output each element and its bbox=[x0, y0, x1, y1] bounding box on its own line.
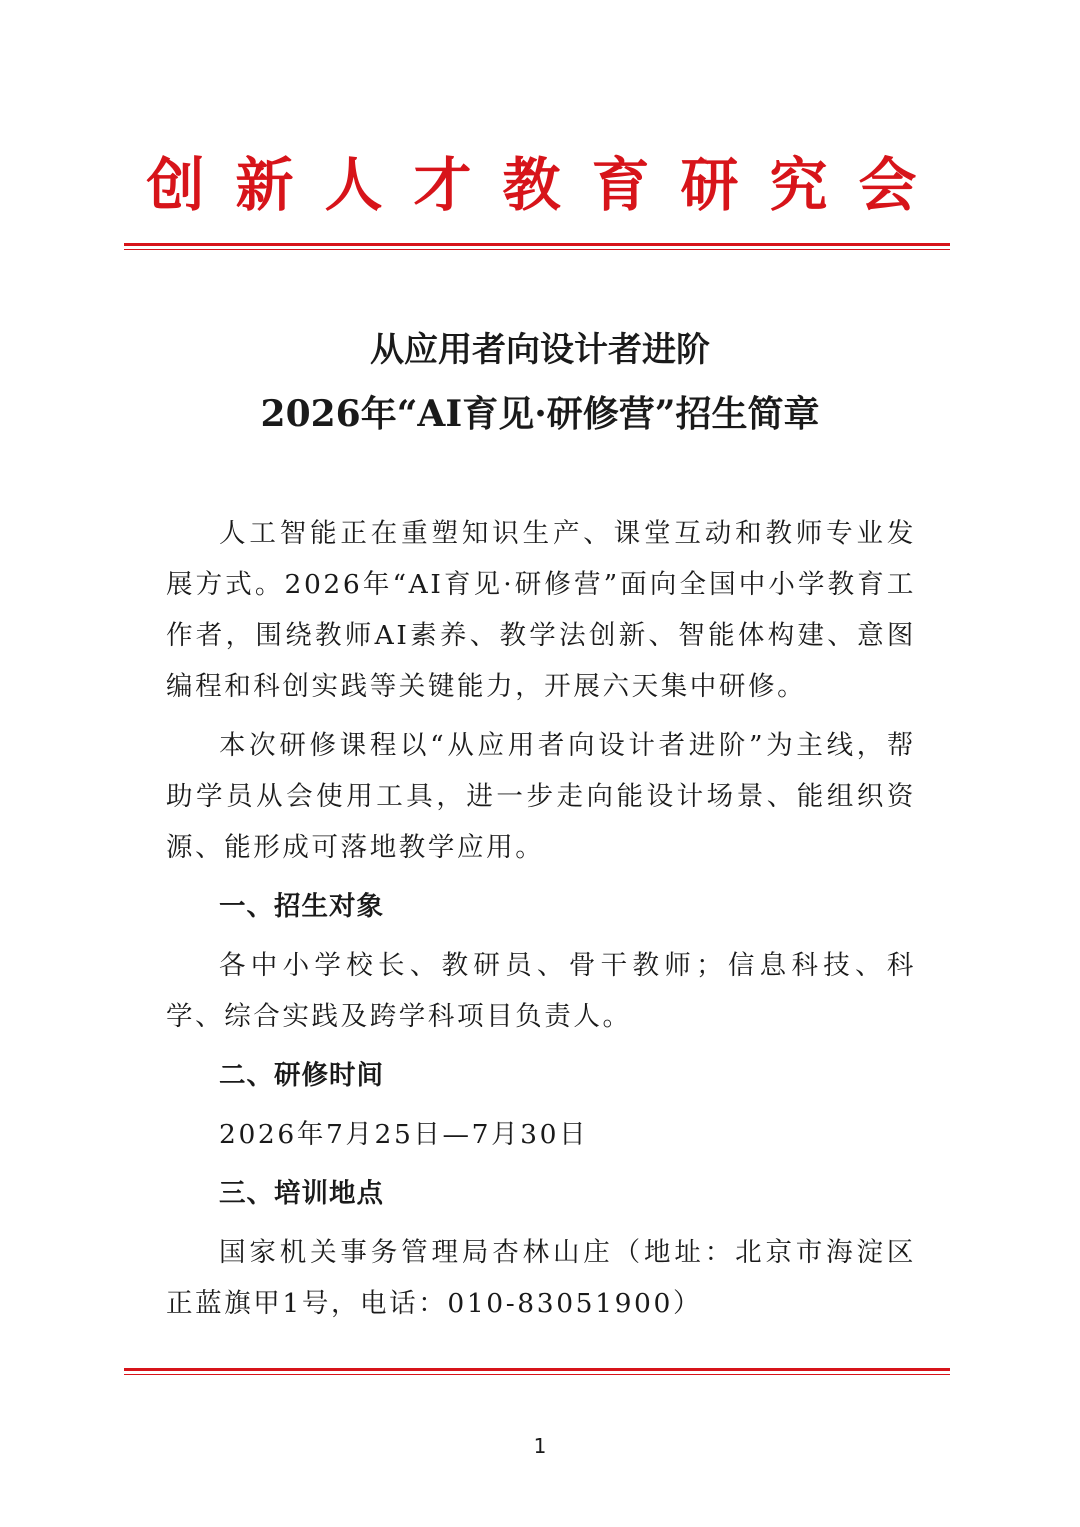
header-divider bbox=[124, 243, 950, 250]
page-number: 1 bbox=[533, 1434, 547, 1458]
document-body bbox=[166, 508, 916, 1337]
header-divider-thin-line bbox=[124, 249, 950, 250]
section-heading-enrollment-target: 一、招生对象 bbox=[219, 891, 384, 922]
section-text-training-location: 国家机关事务管理局杏林山庄（地址：北京市海淀区正蓝旗甲1号，电话：010-83051900） bbox=[166, 1237, 916, 1319]
intro-paragraph-1: 人工智能正在重塑知识生产、课堂互动和教师专业发展方式。2026年“AI育见·研修营”面向全国中小学教育工作者，围绕教师AI素养、教学法创新、智能体构建、意图编程和科创实践等关键能力，开展六天集中研修。 bbox=[166, 518, 916, 702]
section-heading-training-location: 三、培训地点 bbox=[219, 1178, 384, 1209]
header-divider-thick-line bbox=[124, 243, 950, 246]
intro-paragraph-2: 本次研修课程以“从应用者向设计者进阶”为主线，帮助学员从会使用工具，进一步走向能设计场景、能组织资源、能形成可落地教学应用。 bbox=[166, 730, 916, 863]
section-text-enrollment-target: 各中小学校长、教研员、骨干教师；信息科技、科学、综合实践及跨学科项目负责人。 bbox=[166, 950, 916, 1032]
footer-divider bbox=[124, 1368, 950, 1375]
section-heading-training-time: 二、研修时间 bbox=[219, 1060, 384, 1091]
document-title-line2: 2026年“AI育见·研修营”招生简章 bbox=[260, 393, 820, 435]
section-text-training-time: 2026年7月25日—7月30日 bbox=[219, 1119, 589, 1150]
document-title-line1: 从应用者向设计者进阶 bbox=[370, 330, 710, 370]
footer-divider-thick-line bbox=[124, 1368, 950, 1371]
organization-header: 创新人才教育研究会 bbox=[146, 151, 948, 219]
footer-divider-thin-line bbox=[124, 1374, 950, 1375]
